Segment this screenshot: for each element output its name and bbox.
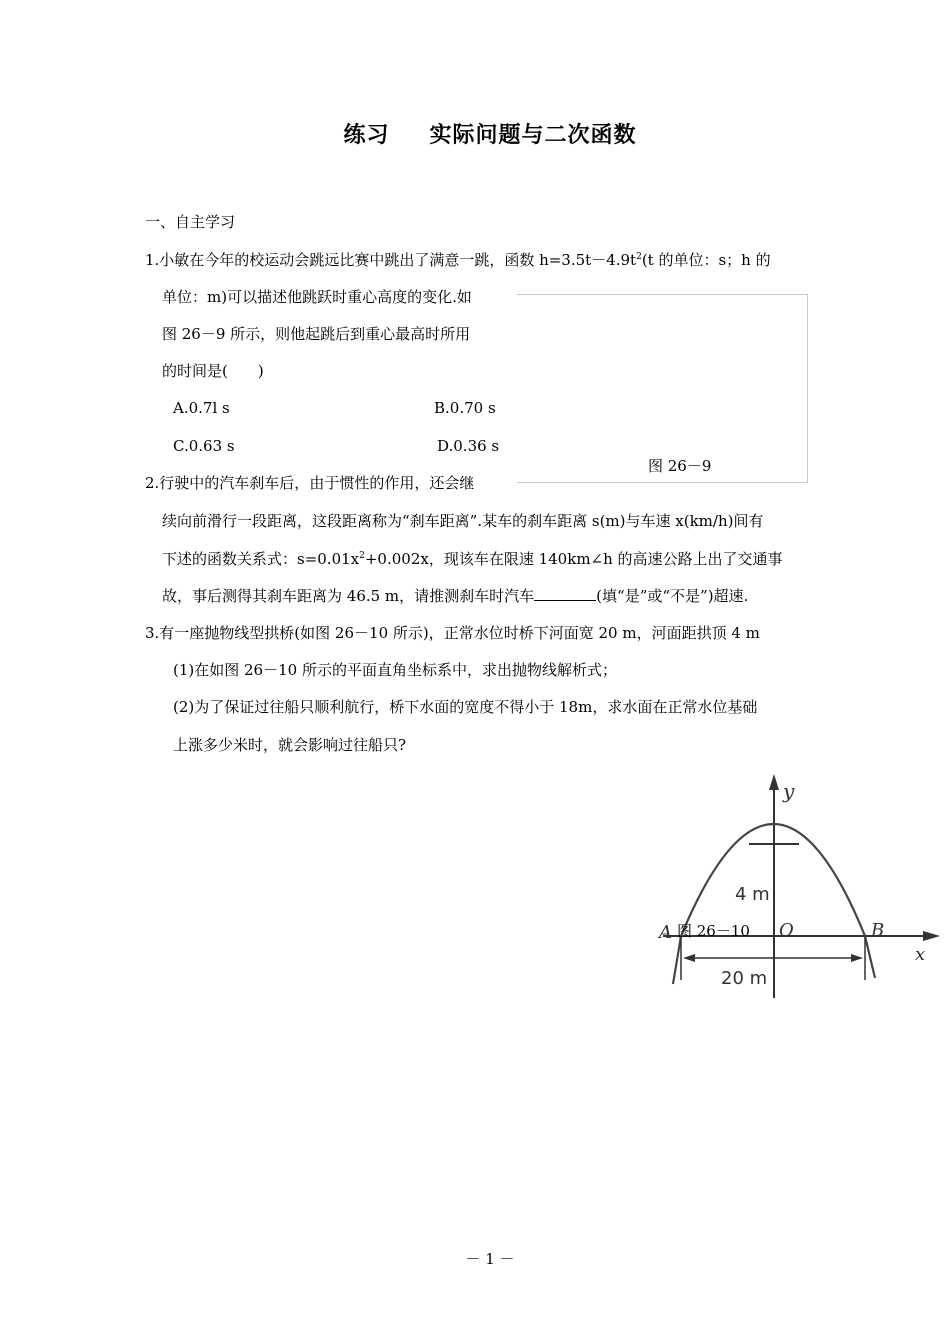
q1-option-a: A.0.7l s: [173, 399, 230, 417]
origin-label: O: [779, 920, 794, 941]
y-axis-arrow: [769, 774, 779, 790]
q3-part1: (1)在如图 26－10 所示的平面直角坐标系中，求出抛物线解析式；: [173, 661, 617, 679]
section-heading: 一、自主学习: [145, 213, 236, 231]
page-title: [0, 118, 950, 149]
x-axis-label: x: [915, 944, 926, 965]
answer-blank: [534, 588, 596, 601]
width-label: 20 m: [721, 968, 768, 989]
q1-line2: 单位：m)可以描述他跳跃时重心高度的变化.如: [162, 288, 472, 306]
figure-26-10-caption: 图 26－10: [677, 922, 750, 940]
q1-option-c: C.0.63 s: [173, 437, 235, 455]
title-part2: 实际问题与二次函数: [429, 123, 637, 148]
q2-line2: 续向前滑行一段距离，这段距离称为“刹车距离”.某车的刹车距离 s(m)与车速 x(km/h)间有: [162, 512, 764, 530]
figure-frame-top: [517, 294, 808, 295]
q3-line1: 3.有一座抛物线型拱桥(如图 26－10 所示)，正常水位时桥下河面宽 20 m，河面距拱顶 4 m: [145, 624, 760, 642]
page-number: － 1 －: [465, 1250, 515, 1268]
point-b-label: B: [871, 920, 885, 941]
dim-arrow-left: [683, 954, 695, 962]
figure-frame-bottom: [517, 482, 808, 483]
height-label: 4 m: [735, 884, 770, 905]
title-part1: 练习: [343, 123, 390, 148]
q3-part2-line1: (2)为了保证过往船只顺利航行，桥下水面的宽度不得小于 18m，求水面在正常水位基础: [173, 698, 758, 716]
dim-arrow-right: [851, 954, 863, 962]
y-axis-label: y: [783, 779, 795, 803]
q1-option-b: B.0.70 s: [434, 399, 496, 417]
x-axis-arrow: [923, 931, 940, 941]
q2-line1: 2.行驶中的汽车刹车后，由于惯性的作用，还会继: [145, 474, 475, 492]
q1-line3: 图 26－9 所示，则他起跳后到重心最高时所用: [162, 325, 471, 343]
q2-line4: 故，事后测得其刹车距离为 46.5 m，请推测刹车时汽车 (填“是”或“不是”)超速.: [162, 587, 749, 605]
q1-line1: 1.小敏在今年的校运动会跳远比赛中跳出了满意一跳，函数 $h=3.5t-4.9t^2(t$ 的单位：s；h 的: [145, 251, 771, 269]
q1-option-d: D.0.36 s: [437, 437, 500, 455]
figure-26-9-caption: 图 26－9: [648, 457, 712, 475]
q2-line3: 下述的函数关系式：$s=0.01x^2+0.002x$，现该车在限速 140km∠h 的高速公路上出了交通事: [162, 550, 783, 568]
arch-bridge-figure: [655, 770, 945, 1000]
q3-part2-line2: 上涨多少米时，就会影响过往船只?: [173, 736, 407, 754]
point-a-label: A: [659, 922, 672, 943]
q1-line4: 的时间是( ): [162, 362, 264, 380]
